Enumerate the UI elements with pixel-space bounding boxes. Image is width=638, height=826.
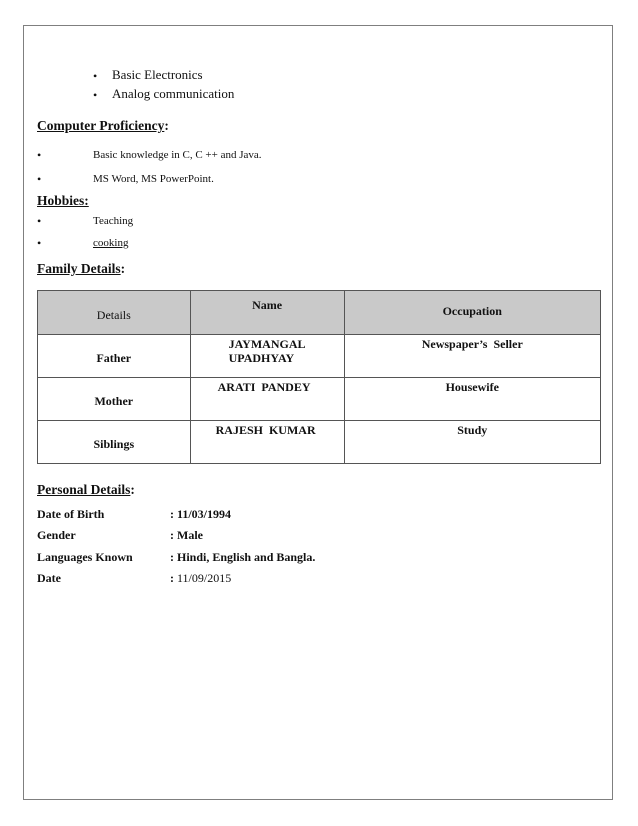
hobbies-title: Hobbies: (37, 193, 89, 208)
computer-proficiency-heading (37, 118, 169, 134)
relation-cell: Mother (94, 394, 134, 408)
date-value (170, 571, 231, 586)
personal-details-title: Personal Details (37, 482, 131, 497)
family-details-heading (37, 261, 125, 277)
hobby-item: Teaching (93, 215, 134, 227)
header-occupation: Occupation (442, 304, 502, 318)
date-text: 11/09/2015 (174, 571, 232, 585)
date-label: Date (37, 571, 61, 585)
table-cell (38, 421, 191, 464)
bullet-icon: • (37, 236, 42, 250)
table-header-cell (344, 291, 600, 335)
table-cell (38, 335, 191, 378)
occupation-cell: Housewife (445, 380, 499, 394)
bullet-icon: • (37, 172, 42, 186)
hobby-item: cooking (93, 237, 129, 249)
computer-proficiency-title: Computer Proficiency (37, 118, 165, 133)
hobbies-heading (37, 193, 89, 209)
name-cell: ARATI PANDEY (217, 380, 311, 394)
occupation-cell: Newspaper’s Seller (421, 337, 523, 351)
languages-label: Languages Known (37, 550, 133, 564)
computer-item: MS Word, MS PowerPoint. (93, 173, 214, 185)
gender-value: : Male (170, 528, 203, 542)
date-colon: : (170, 571, 174, 585)
table-cell (344, 335, 600, 378)
occupation-cell: Study (457, 423, 488, 437)
table-cell (190, 378, 344, 421)
table-header-cell (38, 291, 191, 335)
table-cell (344, 378, 600, 421)
computer-item: Basic knowledge in C, C ++ and Java. (93, 149, 262, 161)
header-name: Name (252, 298, 283, 312)
bullet-icon: • (93, 69, 98, 83)
table-header-row (38, 291, 601, 335)
bullet-icon: • (93, 88, 98, 102)
table-cell (344, 421, 600, 464)
table-row (38, 335, 601, 378)
name-cell: JAYMANGAL UPADHYAY (228, 337, 305, 365)
subject-item: Analog communication (112, 86, 235, 101)
table-cell (38, 378, 191, 421)
name-cell: RAJESH KUMAR (215, 423, 316, 437)
header-details: Details (96, 308, 131, 322)
languages-value: : Hindi, English and Bangla. (170, 550, 316, 564)
bullet-icon: • (37, 148, 42, 162)
table-cell (190, 421, 344, 464)
heading-colon: : (130, 482, 135, 497)
dob-value: : 11/03/1994 (170, 507, 232, 521)
subject-item: Basic Electronics (112, 67, 203, 82)
heading-colon: : (120, 261, 126, 276)
table-cell (190, 335, 344, 378)
table-header-cell (190, 291, 344, 335)
relation-cell: Father (96, 351, 132, 365)
family-table (37, 290, 601, 464)
relation-cell: Siblings (93, 437, 135, 451)
bullet-icon: • (37, 214, 42, 228)
heading-colon: : (164, 118, 169, 133)
gender-label: Gender (37, 528, 76, 542)
dob-label: Date of Birth (37, 507, 105, 521)
family-details-title: Family Details (37, 261, 121, 276)
personal-details-heading (37, 482, 135, 498)
table-row (38, 378, 601, 421)
table-row (38, 421, 601, 464)
